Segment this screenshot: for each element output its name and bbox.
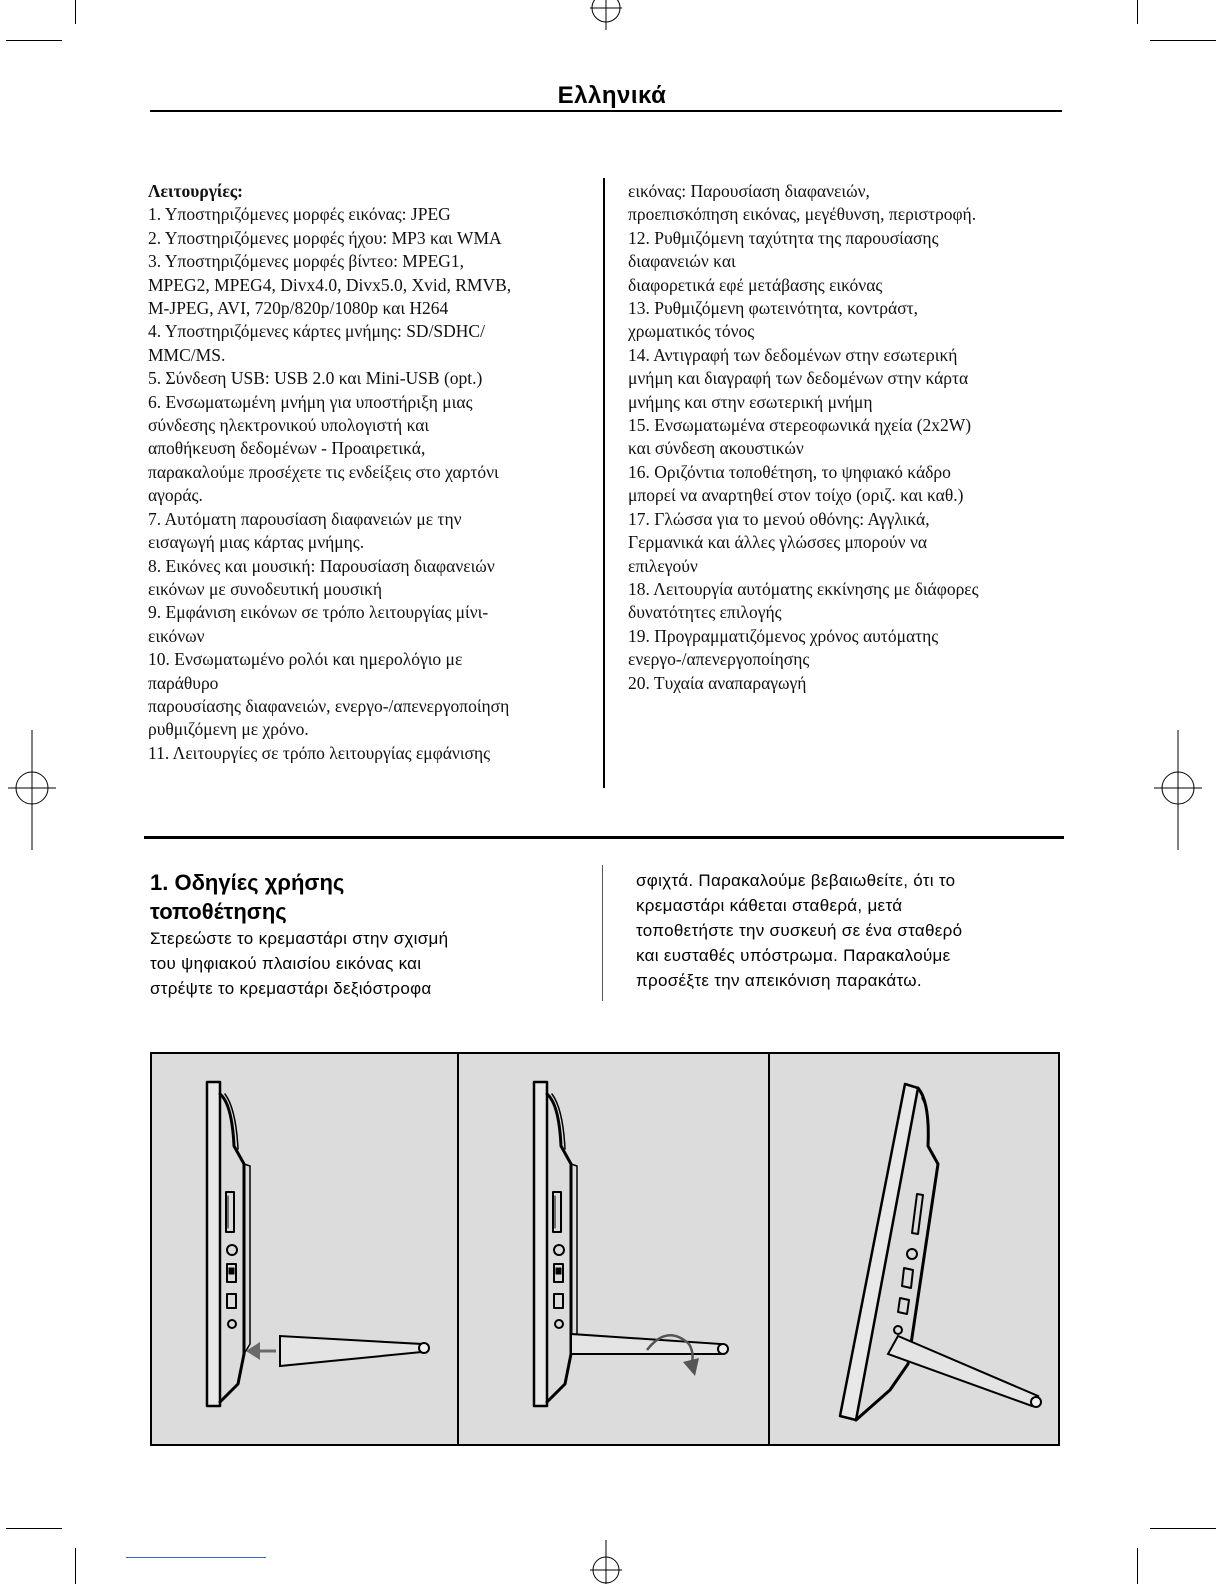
feature-line: MMC/MS. (148, 344, 226, 365)
feature-line: 20. Τυχαία αναπαραγωγή (628, 672, 807, 693)
feature-line: 6. Ενσωματωμένη μνήμη για υποστήριξη μιας (148, 391, 473, 412)
feature-line: παρουσίασης διαφανειών, ενεργο-/απενεργοποίηση (148, 695, 510, 716)
feature-line: παρακαλούμε προσέχετε τις ενδείξεις στο χαρτόνι (148, 461, 499, 482)
panel-rotate-stand (459, 1054, 768, 1444)
section-divider (144, 836, 1064, 839)
crop-mark (1137, 1548, 1138, 1584)
feature-line: εικόνων (148, 625, 205, 646)
feature-line: 8. Εικόνες και μουσική: Παρουσίαση διαφανειών (148, 555, 495, 576)
feature-line: προεπισκόπηση εικόνας, μεγέθυνση, περιστροφή. (628, 204, 977, 225)
feature-line: 10. Ενσωματωμένο ρολόι και ημερολόγιο με (148, 649, 463, 670)
crop-mark (6, 1528, 62, 1529)
install-title-line: 1. Οδηγίες χρήσης (150, 870, 345, 895)
photo-frame-side-icon (207, 1082, 250, 1406)
feature-line: 5. Σύνδεση USB: USB 2.0 και Mini-USB (opt.) (148, 368, 483, 389)
feature-line: 14. Αντιγραφή των δεδομένων στην εσωτερική (628, 344, 958, 365)
feature-line: σύνδεσης ηλεκτρονικού υπολογιστή και (148, 415, 430, 436)
feature-line: επιλεγούν (628, 555, 698, 576)
install-line: κρεμαστάρι κάθεται σταθερά, μετά (636, 896, 903, 915)
feature-line: Γερμανικά και άλλες γλώσσες μπορούν να (628, 532, 928, 553)
feature-line: μνήμης και στην εσωτερική μνήμη (628, 391, 873, 412)
install-line: Στερεώστε το κρεμαστάρι στην σχισμή (150, 929, 449, 948)
feature-line: MPEG2, MPEG4, Divx4.0, Divx5.0, Xvid, RMVB, (148, 274, 512, 295)
install-line: του ψηφιακού πλαισίου εικόνας και (150, 954, 422, 973)
feature-line: 18. Λειτουργία αυτόματης εκκίνησης με διάφορες (628, 578, 979, 599)
registration-mark-bottom (584, 1540, 628, 1584)
feature-line: 9. Εμφάνιση εικόνων σε τρόπο λειτουργίας μίνι- (148, 602, 489, 623)
crop-mark (75, 1548, 76, 1584)
header-divider (150, 110, 1062, 112)
feature-line: δυνατότητες επιλογής (628, 602, 782, 623)
feature-line: 16. Οριζόντια τοποθέτηση, το ψηφιακό κάδρο (628, 461, 951, 482)
feature-line: 13. Ρυθμιζόμενη φωτεινότητα, κοντράστ, (628, 298, 919, 319)
stand-leg-icon (571, 1334, 728, 1354)
feature-line: 17. Γλώσσα για το μενού οθόνης: Αγγλικά, (628, 508, 930, 529)
install-line: στρέψτε το κρεμαστάρι δεξιόστροφα (150, 979, 432, 998)
feature-line: 1. Υποστηριζόμενες μορφές εικόνας: JPEG (148, 204, 451, 225)
feature-line: μνήμη και διαγραφή των δεδομένων στην κάρτα (628, 368, 969, 389)
crop-mark (75, 0, 76, 24)
stand-illustration (150, 1052, 1060, 1446)
feature-line: αγοράς. (148, 485, 203, 506)
link-underline (126, 1557, 266, 1558)
arrow-left-icon (246, 1342, 276, 1360)
registration-mark-right (1150, 730, 1210, 850)
panel-frame-standing (770, 1054, 1058, 1444)
features-heading: Λειτουργίες: (148, 181, 244, 201)
panel-insert-stand (152, 1054, 457, 1444)
feature-line: διαφανειών και (628, 251, 736, 272)
feature-line: M-JPEG, AVI, 720p/820p/1080p και H264 (148, 298, 449, 319)
install-line: σφιχτά. Παρακαλούμε βεβαιωθείτε, ότι το (636, 871, 956, 890)
column-divider (602, 865, 603, 1001)
feature-line: 7. Αυτόματη παρουσίαση διαφανειών με την (148, 508, 462, 529)
stand-leg-icon (280, 1336, 429, 1366)
install-text-left (150, 926, 448, 1001)
column-divider (603, 178, 605, 788)
photo-frame-side-icon (534, 1082, 577, 1406)
feature-line: 12. Ρυθμιζόμενη ταχύτητα της παρουσίασης (628, 227, 939, 248)
feature-line: εικόνας: Παρουσίαση διαφανειών, (628, 181, 870, 201)
feature-line: παράθυρο (148, 672, 219, 693)
crop-mark (1150, 40, 1216, 41)
feature-line: 19. Προγραμματιζόμενος χρόνος αυτόματης (628, 625, 939, 646)
crop-mark (1137, 0, 1138, 24)
photo-frame-tilted-icon (840, 1084, 938, 1420)
page-title: Ελληνικά (557, 82, 667, 109)
registration-mark-left (0, 730, 60, 850)
feature-line: 15. Ενσωματωμένα στερεοφωνικά ηχεία (2x2W) (628, 415, 972, 436)
install-line: τοποθετήστε την συσκευή σε ένα σταθερό (636, 921, 963, 940)
feature-line: ρυθμιζόμενη με χρόνο. (148, 719, 309, 740)
feature-line: χρωματικός τόνος (628, 321, 755, 342)
features-left-column (148, 180, 598, 765)
feature-line: 11. Λειτουργίες σε τρόπο λειτουργίας εμφάνισης (148, 742, 491, 763)
features-right-column (628, 180, 1068, 695)
install-text-right (636, 868, 962, 993)
install-title-line: τοποθέτησης (150, 899, 287, 924)
install-heading (150, 868, 344, 926)
feature-line: αποθήκευση δεδομένων - Προαιρετικά, (148, 438, 426, 459)
feature-line: 3. Υποστηριζόμενες μορφές βίντεο: MPEG1, (148, 251, 465, 272)
crop-mark (6, 40, 62, 41)
registration-mark-top (584, 0, 628, 30)
install-line: προσέξτε την απεικόνιση παρακάτω. (636, 971, 922, 990)
feature-line: 4. Υποστηριζόμενες κάρτες μνήμης: SD/SDHC/ (148, 321, 485, 342)
feature-line: διαφορετικά εφέ μετάβασης εικόνας (628, 274, 883, 295)
feature-line: μπορεί να αναρτηθεί στον τοίχο (οριζ. και καθ.) (628, 485, 964, 506)
feature-line: 2. Υποστηριζόμενες μορφές ήχου: MP3 και WMA (148, 227, 502, 248)
feature-line: εικόνων με συνοδευτική μουσική (148, 578, 383, 599)
install-line: και ευσταθές υπόστρωμα. Παρακαλούμε (636, 946, 951, 965)
feature-line: εισαγωγή μιας κάρτας μνήμης. (148, 532, 365, 553)
crop-mark (1150, 1528, 1216, 1529)
feature-line: και σύνδεση ακουστικών (628, 438, 804, 459)
stand-leg-icon (888, 1336, 1041, 1407)
feature-line: ενεργο-/απενεργοποίησης (628, 649, 810, 670)
